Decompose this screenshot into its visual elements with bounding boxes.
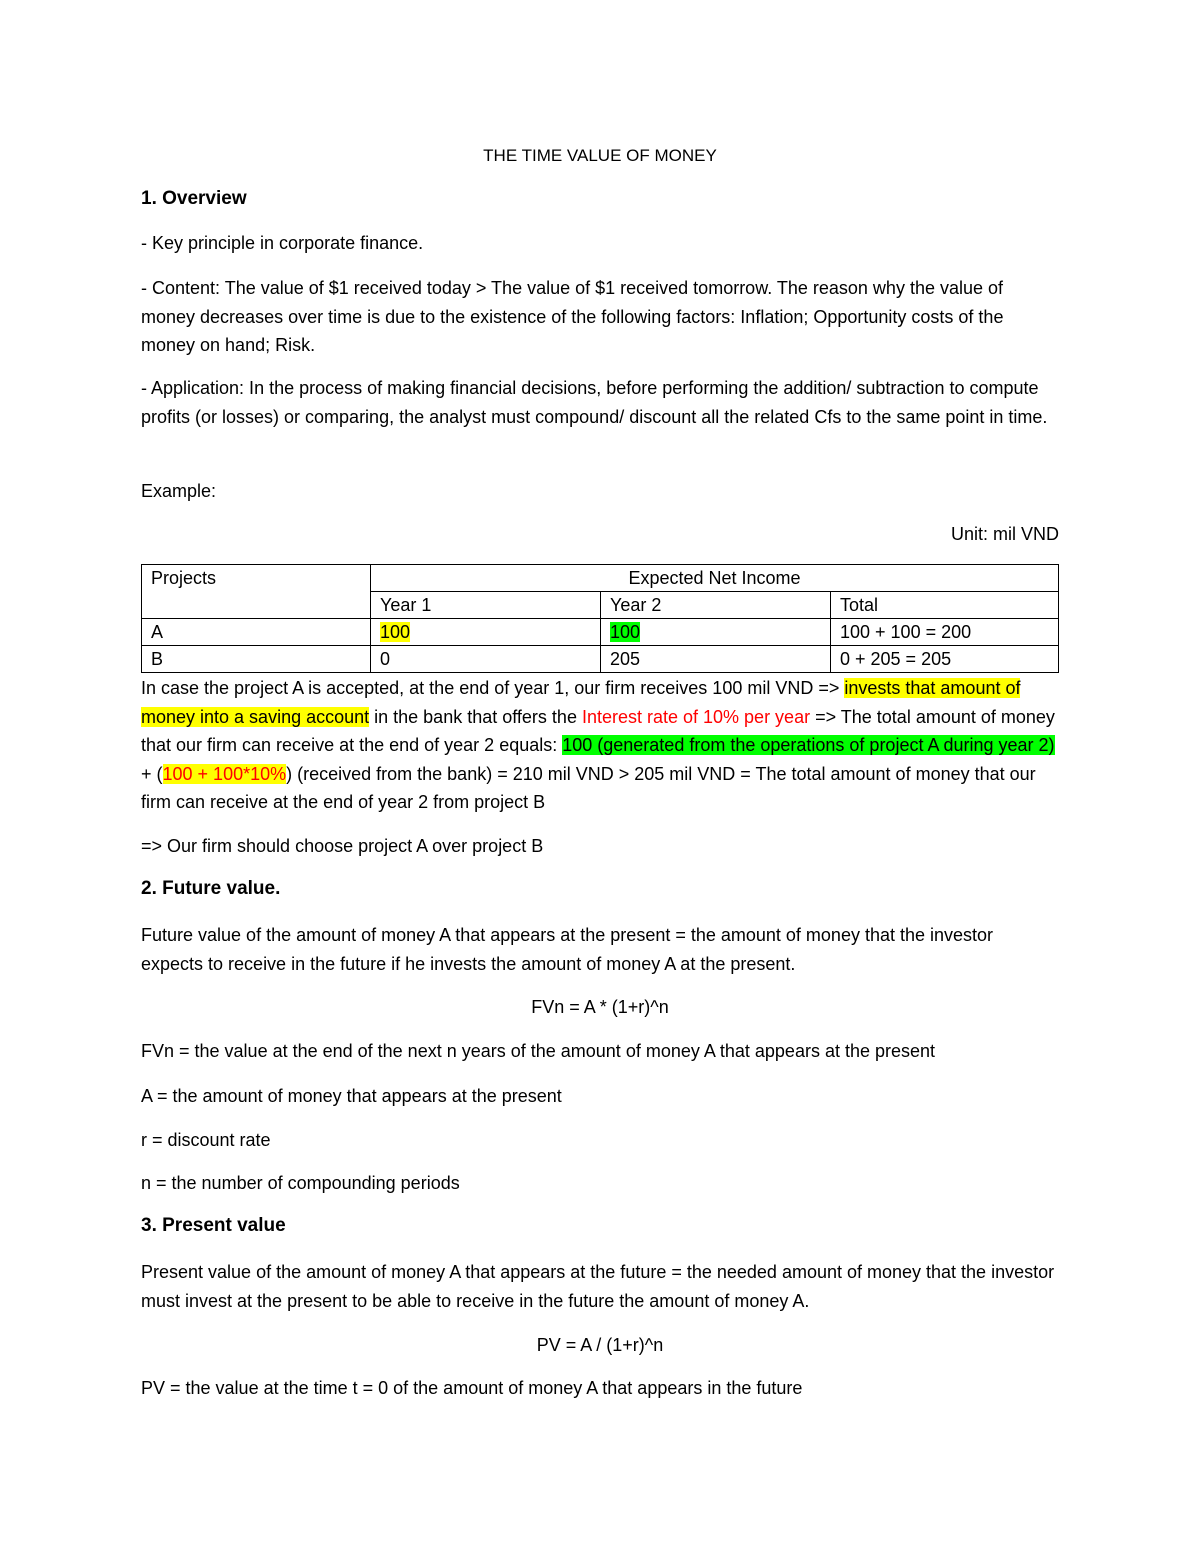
table-header-row: [142, 565, 1059, 592]
interest-rate-text: Interest rate of 10% per year: [581, 706, 811, 727]
present-value-definition: Present value of the amount of money A that appears at the future = the needed amount of money that the investor must invest at the present to be able to receive in the future the amount of money A.: [141, 1262, 1055, 1311]
total-cell: 100 + 100 = 200: [831, 619, 1059, 646]
table-row: [142, 646, 1059, 673]
year2-cell: 205: [601, 646, 831, 673]
expected-income-table: [141, 564, 1059, 673]
case-paragraph: [141, 674, 1059, 817]
a-definition: A = the amount of money that appears at the present: [141, 1086, 562, 1106]
year2-header: Year 2: [601, 592, 831, 619]
case-text: ) (received from the bank) = 210 mil VND > 205 mil VND = The total amount of money that our firm can receive at the end of year 2 from project B: [141, 763, 1036, 812]
project-cell: A: [142, 619, 371, 646]
highlight-invest: invests that amount of money into a saving account: [141, 678, 1021, 727]
year1-header: Year 1: [371, 592, 601, 619]
example-label: Example:: [141, 481, 217, 501]
case-text: + (: [141, 763, 163, 784]
future-value-formula: FVn = A * (1+r)^n: [531, 997, 669, 1017]
case-text: => The total amount of money that our firm can receive at the end of year 2 equals:: [141, 706, 1055, 755]
present-value-formula: PV = A / (1+r)^n: [536, 1335, 664, 1355]
year1-cell: [371, 619, 601, 646]
project-cell: B: [142, 646, 371, 673]
document-title: THE TIME VALUE OF MONEY: [483, 146, 717, 165]
section-present-value-heading: 3. Present value: [141, 1215, 286, 1236]
highlight-bank-amount: 100 + 100*10%: [162, 763, 287, 784]
overview-bullet-principle: - Key principle in corporate finance.: [141, 233, 424, 253]
year1-cell: 0: [371, 646, 601, 673]
future-value-definition: Future value of the amount of money A that appears at the present = the amount of money that the investor expects to receive in the future if he invests the amount of money A at the present.: [141, 925, 994, 974]
n-definition: n = the number of compounding periods: [141, 1173, 460, 1193]
fvn-definition: FVn = the value at the end of the next n years of the amount of money A that appears at the present: [141, 1041, 936, 1061]
year2-cell: [601, 619, 831, 646]
projects-header: Projects: [142, 565, 371, 619]
total-cell: 0 + 205 = 205: [831, 646, 1059, 673]
overview-bullet-content: - Content: The value of $1 received today > The value of $1 received tomorrow. The reason why the value of money decreases over time is due to the existence of the following factors: Inflation; Opportunity costs of the money on hand; Risk.: [141, 278, 1004, 355]
conclusion-text: => Our firm should choose project A over project B: [141, 836, 544, 856]
total-header: Total: [831, 592, 1059, 619]
r-definition: r = discount rate: [141, 1130, 271, 1150]
case-text: in the bank that offers the: [369, 706, 582, 727]
section-future-value-heading: 2. Future value.: [141, 878, 281, 899]
highlight-operations: 100 (generated from the operations of project A during year 2): [562, 735, 1055, 755]
year1-value: 100: [380, 622, 411, 642]
year2-value: 100: [610, 622, 641, 642]
pv-definition: PV = the value at the time t = 0 of the amount of money A that appears in the future: [141, 1378, 803, 1398]
income-header: Expected Net Income: [371, 565, 1059, 592]
section-overview-heading: 1. Overview: [141, 188, 247, 209]
overview-bullet-application: - Application: In the process of making financial decisions, before performing the addition/ subtraction to compute profits (or losses) or comparing, the analyst must compound/ discount all the related Cfs to the same point in time.: [141, 378, 1048, 427]
unit-label: Unit: mil VND: [950, 524, 1059, 544]
table-row: [142, 619, 1059, 646]
case-text: In case the project A is accepted, at the end of year 1, our firm receives 100 mil VND =>: [141, 678, 845, 698]
